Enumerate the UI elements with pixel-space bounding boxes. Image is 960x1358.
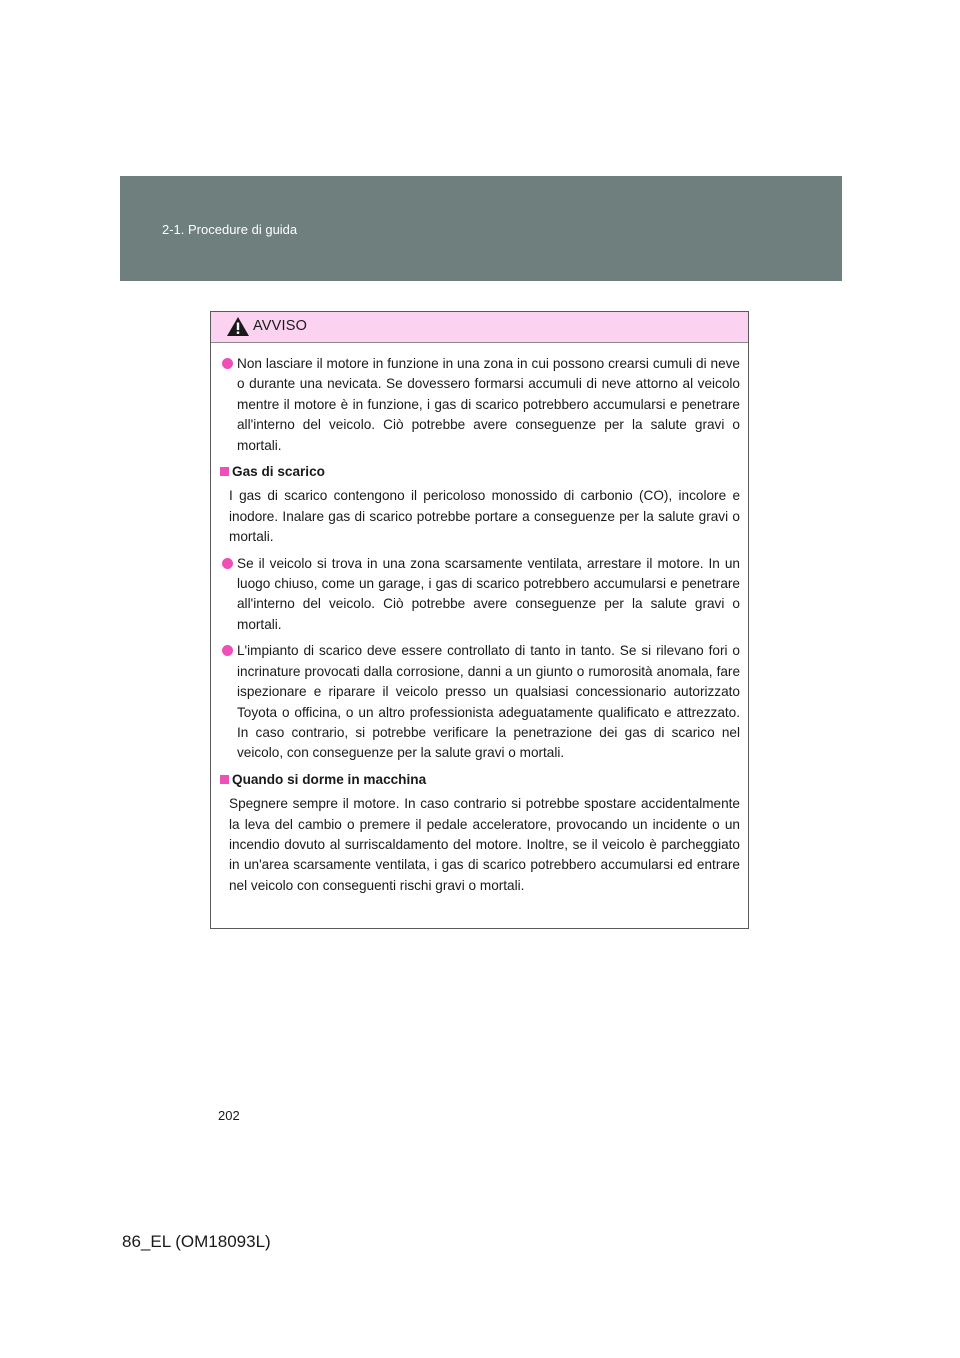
bullet-dot-icon: [222, 558, 233, 569]
warning-header: [211, 312, 748, 343]
bullet-dot-icon: [222, 358, 233, 369]
warning-bullet-inspection: [219, 641, 740, 763]
bullet-text: L'impianto di scarico deve essere controllato di tanto in tanto. Se si rilevano fori o incrinature provocati dalla corrosione, danni a un giunto o rumorosità anomala, fare ispezionare e riparare il veicolo presso un qualsiasi concessionario autorizzato Toyota o officina, o un altro professionista adeguatamente qualificato e attrezzato. In caso contrario, si potrebbe verificare la penetrazione dei gas di scarico nel veicolo, con conseguenze per la salute gravi o mortali.: [237, 643, 740, 761]
square-marker-icon: [220, 775, 229, 784]
warning-bullet-ventilation: [219, 554, 740, 636]
section-header-band: [120, 176, 842, 281]
square-marker-icon: [220, 467, 229, 476]
subheading-text: Quando si dorme in macchina: [232, 771, 427, 787]
warning-bullet-snow: [219, 354, 740, 456]
document-code: 86_EL (OM18093L): [122, 1232, 271, 1251]
warning-box: [210, 311, 749, 929]
subheading-sleeping: [219, 770, 740, 790]
bullet-dot-icon: [222, 645, 233, 656]
subheading-text: Gas di scarico: [232, 464, 325, 480]
subheading-exhaust: [219, 462, 740, 482]
bullet-text: Non lasciare il motore in funzione in una zona in cui possono crearsi cumuli di neve o durante una nevicata. Se dovessero formarsi accumuli di neve attorno al veicolo mentre il motore è in funzione, i gas di scarico potrebbero accumularsi e penetrare all'interno del veicolo. Ciò potrebbe avere conseguenze per la salute gravi o mortali.: [237, 356, 740, 453]
page-number: 202: [218, 1108, 240, 1123]
exhaust-paragraph: I gas di scarico contengono il pericoloso monossido di carbonio (CO), incolore e inodore. Inalare gas di scarico potrebbe portare a conseguenze per la salute gravi o mortali.: [229, 488, 740, 545]
section-title: 2-1. Procedure di guida: [162, 222, 298, 237]
warning-title: AVVISO: [253, 318, 308, 334]
bullet-text: Se il veicolo si trova in una zona scarsamente ventilata, arrestare il motore. In un luogo chiuso, come un garage, i gas di scarico potrebbero accumularsi e penetrare all'interno del veicolo. Ciò potrebbe avere conseguenze per la salute gravi o mortali.: [237, 555, 740, 632]
warning-body: [211, 343, 748, 896]
sleeping-paragraph: Spegnere sempre il motore. In caso contrario si potrebbe spostare accidentalmente la leva del cambio o premere il pedale acceleratore, provocando un incidente o un incendio dovuto al surriscaldamento del motore. Inoltre, se il veicolo è parcheggiato in un'area scarsamente ventilata, i gas di scarico potrebbero accumularsi ed entrare nel veicolo con conseguenti rischi gravi o mortali.: [229, 796, 740, 893]
warning-triangle-icon: [226, 316, 250, 337]
